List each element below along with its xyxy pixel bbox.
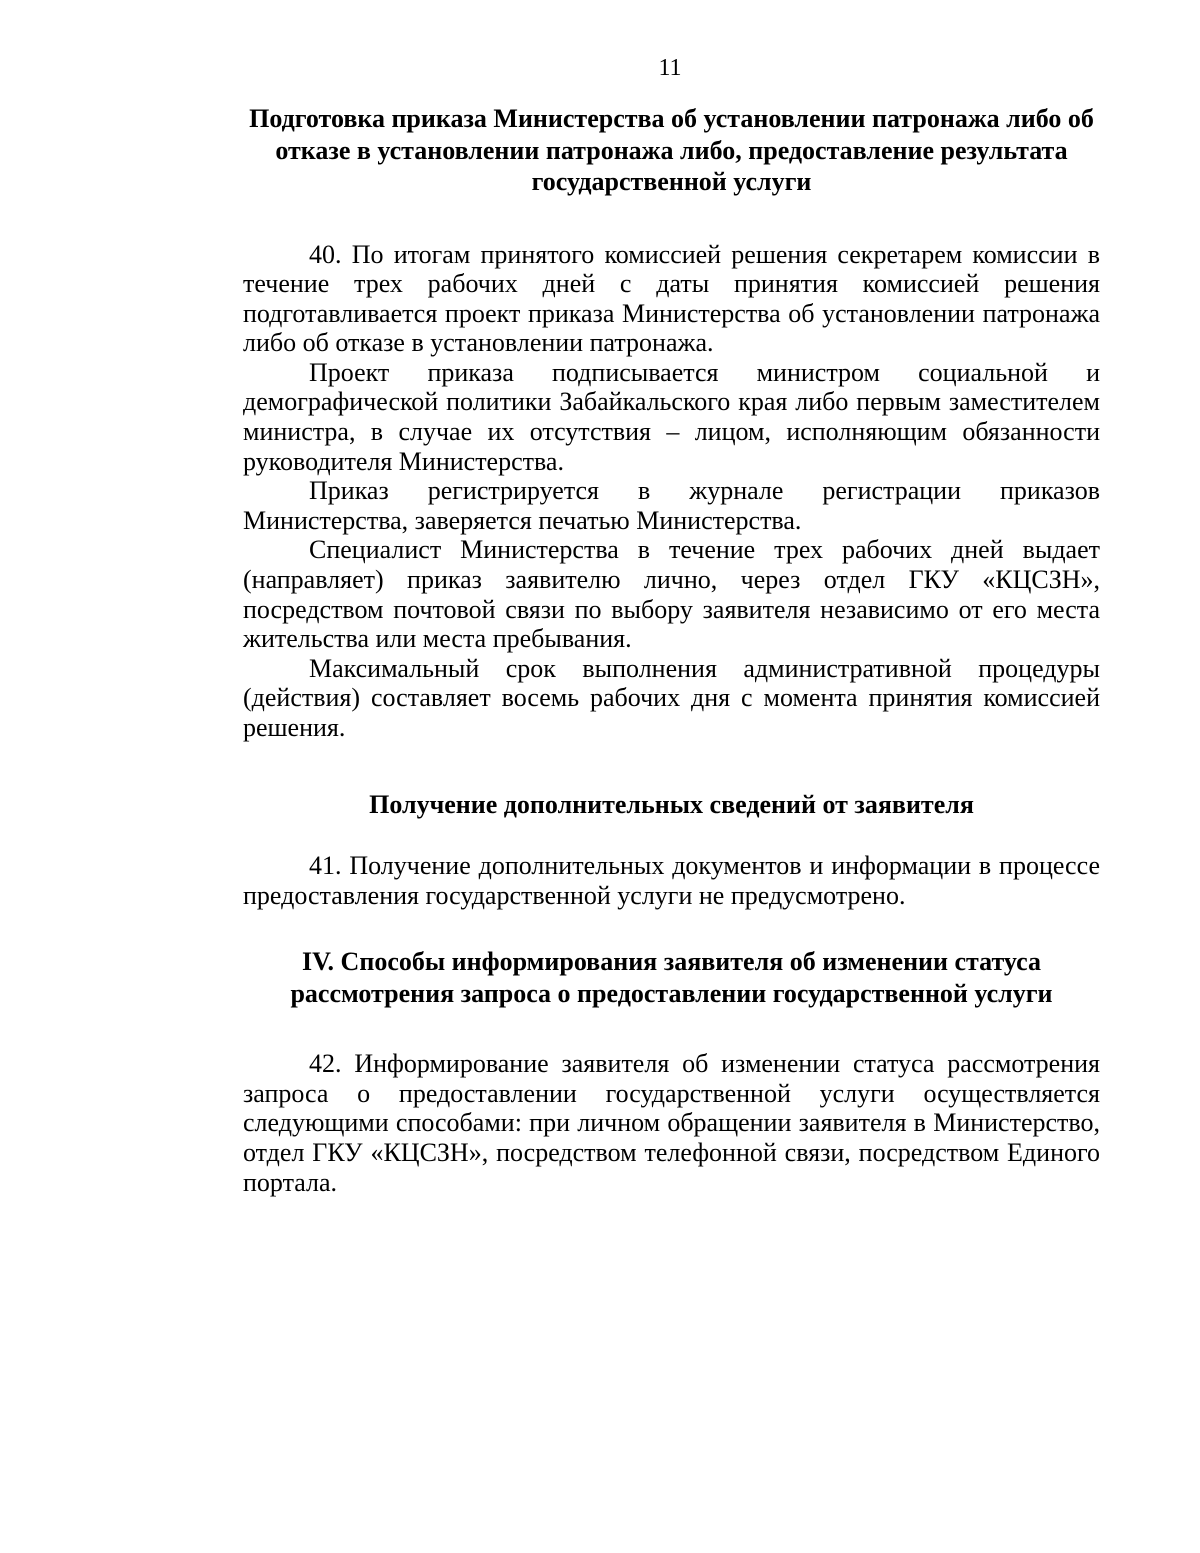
section-heading-additional-info: Получение дополнительных сведений от заявителя (369, 789, 974, 819)
paragraph-40-max-term: Максимальный срок выполнения административной процедуры (действия) составляет восемь рабочих дня с момента принятия комиссией решения. (243, 653, 1100, 742)
paragraph-41: 41. Получение дополнительных документов и информации в процессе предоставления государственной услуги не предусмотрено. (243, 851, 1100, 910)
paragraph-42: 42. Информирование заявителя об изменении статуса рассмотрения запроса о предоставлении государственной услуги осуществляется следующими способами: при личном обращении заявителя в Министерство, отдел ГКУ «КЦСЗН», посредством телефонной связи, посредством Единого портала. (243, 1049, 1100, 1197)
document-body (243, 103, 1100, 1197)
paragraph-40-delivery: Специалист Министерства в течение трех рабочих дней выдает (направляет) приказ заявителю лично, через отдел ГКУ «КЦСЗН», посредством почтовой связи по выбору заявителя независимо от его места жительства или места пребывания. (243, 535, 1100, 654)
paragraph-40: 40. По итогам принятого комиссией решения секретарем комиссии в течение трех рабочих дней с даты принятия комиссией решения подготавливается проект приказа Министерства об установлении патронажа либо об отказе в установлении патронажа. (243, 239, 1100, 358)
paragraph-40-registration: Приказ регистрируется в журнале регистрации приказов Министерства, заверяется печатью Министерства. (243, 476, 1100, 535)
section-heading-order-preparation: Подготовка приказа Министерства об установлении патронажа либо об отказе в установлении патронажа либо, предоставление результата государственной услуги (249, 104, 1094, 196)
page-number: 11 (658, 55, 682, 81)
section-heading-iv-informing: IV. Способы информирования заявителя об изменении статуса рассмотрения запроса о предоставлении государственной услуги (290, 947, 1053, 1008)
paragraph-40-signing: Проект приказа подписывается министром социальной и демографической политики Забайкальского края либо первым заместителем министра, в случае их отсутствия – лицом, исполняющим обязанности руководителя Министерства. (243, 357, 1100, 476)
